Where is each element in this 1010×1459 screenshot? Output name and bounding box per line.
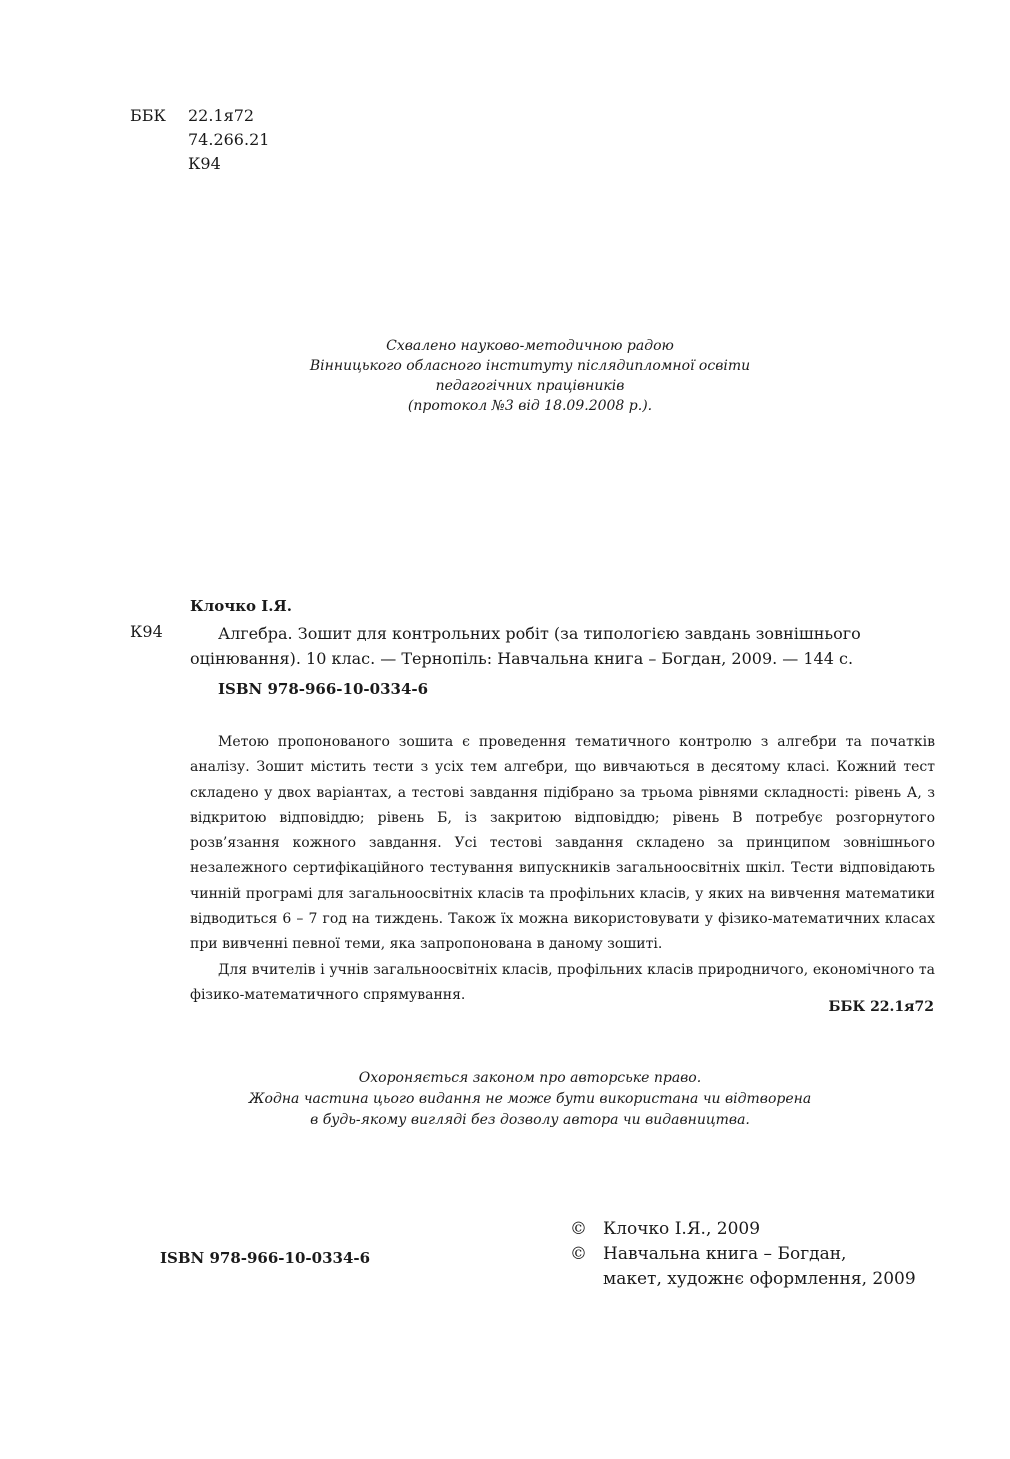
notice-line: в будь-якому вигляді без дозволу автора чи видавництва. <box>310 1112 750 1128</box>
bbk-code: 22.1я72 <box>188 106 255 125</box>
abstract-bbk: ББК 22.1я72 <box>828 999 934 1015</box>
abstract-paragraph: Метою пропонованого зошита є проведення тематичного контролю з алгебри та початків аналізу. Зошит містить тести з усіх тем алгебри, що вивчаються в десятому класі. Кожний тест складено у двох варіантах, а тестові завдання підібрано за трьома рівнями складності: рівень А, з відкритою відповіддю; рівень Б, із закритою відповіддю; рівень В потребує розгорнутого розв’язання кожного завдання. Усі тестові завдання складено за принципом зовнішнього незалежного сертифікаційного тестування випускників загальноосвітніх шкіл. Тести відповідають чинній програмі для загальноосвітніх класів та профільних класів, у яких на вивчення математики відводиться 6 – 7 год на тиждень. Також їх можна використовувати у фізико-математичних класах при вивченні певної теми, яка запропонована в даному зошиті. <box>190 734 935 953</box>
copyright-icon: © <box>570 1219 587 1239</box>
bibliographic-description <box>190 621 935 671</box>
author-mark: К94 <box>130 622 163 641</box>
copyright-icon: © <box>570 1244 587 1264</box>
approval-line: Вінницького обласного інституту післядипломної освіти <box>309 358 751 374</box>
approval-line: педагогічних працівників <box>435 378 625 394</box>
approval-block <box>230 336 830 416</box>
abstract-block <box>190 730 935 1008</box>
isbn-top: ISBN 978-966-10-0334-6 <box>218 680 429 698</box>
copyright-publisher <box>570 1242 916 1267</box>
copyright-author-text: Клочко І.Я., 2009 <box>603 1219 761 1239</box>
author-mark-code: К94 <box>188 154 221 173</box>
approval-line: Схвалено науково-методичною радою <box>386 338 674 354</box>
copyright-notice <box>230 1068 830 1131</box>
copyright-continuation: макет, художнє оформлення, 2009 <box>603 1269 916 1289</box>
notice-line: Охороняється законом про авторське право. <box>358 1070 702 1086</box>
copyright-block <box>570 1217 916 1292</box>
isbn-bottom: ISBN 978-966-10-0334-6 <box>160 1249 371 1267</box>
author-name: Клочко І.Я. <box>190 597 292 615</box>
copyright-author <box>570 1217 916 1242</box>
classification-codes <box>188 104 269 176</box>
bbk-label: ББК <box>130 106 166 125</box>
approval-line: (протокол №3 від 18.09.2008 р.). <box>407 398 653 414</box>
copyright-publisher-text: Навчальна книга – Богдан, <box>603 1244 847 1264</box>
abstract-paragraph: Для вчителів і учнів загальноосвітніх класів, профільних класів природничого, економічного та фізико-математичного спрямування. <box>190 961 935 1003</box>
udk-code: 74.266.21 <box>188 130 270 149</box>
notice-line: Жодна частина цього видання не може бути використана чи відтворена <box>248 1091 812 1107</box>
description-text: Алгебра. Зошит для контрольних робіт (за типологією завдань зовнішнього оцінювання). 10 клас. — Тернопіль: Навчальна книга – Богдан, 2009. — 144 с. <box>190 624 861 668</box>
